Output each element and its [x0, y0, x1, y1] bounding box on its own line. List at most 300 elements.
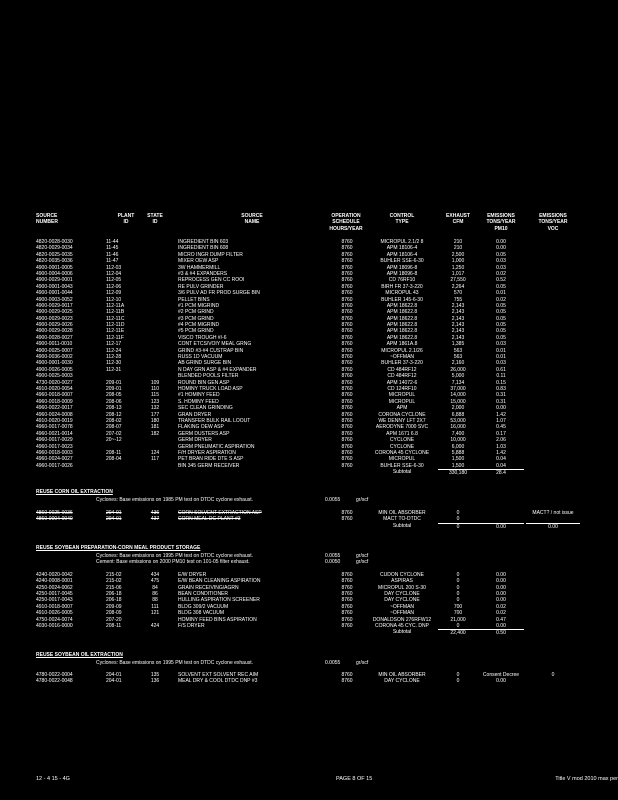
hours-per-year: 8760: [341, 424, 353, 431]
source-name: MEAL DRY & COOL DTDC DNP #3: [178, 678, 258, 685]
control-type: BUHLER SSE-6-30: [380, 258, 424, 265]
pm10-tpy: 0.00: [496, 622, 506, 629]
source-name: CORN SOLVENT EXTRACTION ASP: [178, 509, 262, 516]
state-id: 437: [150, 516, 160, 523]
hours-per-year: 8760: [341, 258, 353, 265]
source-name: GERM DRYER: [178, 437, 212, 444]
source-number: 4960-0018-0003: [36, 449, 73, 456]
source-number: 4910-0020-0019: [36, 417, 73, 424]
section-rows: [36, 572, 616, 630]
source-name: VISCO TROUGH #/-6: [178, 334, 227, 341]
source-name: RUSS 1D VACUUM: [178, 354, 223, 361]
hours-per-year: 8760: [341, 437, 353, 444]
header-hours: OPERATION SCHEDULE HOURS/YEAR: [329, 213, 363, 232]
control-type: CYCLONE: [389, 443, 415, 450]
exhaust-cfm: 210: [453, 245, 463, 252]
control-type: APM 14072-6: [386, 379, 418, 386]
control-type: APM 18096-8: [386, 264, 418, 271]
plant-id: 112-11B: [106, 309, 125, 316]
hours-per-year: 8760: [341, 578, 353, 585]
source-name: REPROCESS GEN CC ROOI: [178, 277, 245, 284]
source-name: BEAN CONDITIONER: [178, 590, 229, 597]
source-number: 4900-0036-0002: [36, 354, 73, 361]
control-type: CD 484RF12: [387, 373, 417, 380]
exhaust-cfm: 21,000: [450, 616, 466, 623]
pm10-tpy: 0.00: [496, 571, 506, 578]
plant-id: 215-06: [106, 584, 122, 591]
source-name: #3 PCM GRIND: [178, 315, 214, 322]
pm10-tpy: 0.83: [496, 385, 506, 392]
pm10-tpy: 0.02: [496, 270, 506, 277]
exhaust-cfm: 7,400: [451, 430, 465, 437]
source-number: 4750-0024-0074: [36, 616, 73, 623]
hours-per-year: 8760: [341, 590, 353, 597]
source-name: #2 PCM GRIND: [178, 309, 214, 316]
control-type: APM 18622.8: [386, 334, 418, 341]
plant-id: 208-11: [106, 449, 122, 456]
control-type: MICROPUL 2.1/2 8: [380, 239, 424, 245]
control-type: CYCLONE: [389, 437, 415, 444]
header-source: SOURCE NUMBER: [36, 213, 58, 226]
hours-per-year: 8760: [341, 597, 353, 604]
control-type: DAY CYCLONE: [384, 590, 420, 597]
section-title: REUSE SOYBEAN OIL EXTRACTION: [36, 651, 123, 658]
plant-id: 112-04: [106, 270, 122, 277]
note-text: Cement: Base emissions on 2000 PM10 test on 101-05 filter exhaust.: [96, 559, 250, 566]
plant-id: 112-11D: [106, 322, 125, 329]
source-number: 4960-0024-0027: [36, 456, 73, 463]
control-type: APM 1671 6.8: [386, 430, 418, 437]
hours-per-year: 8760: [341, 616, 353, 623]
plant-id: 11-47: [106, 258, 119, 265]
source-name: 3W HAMMERMILL: [178, 264, 221, 271]
source-number: 4900-0028-0027: [36, 334, 73, 341]
source-name: GERM DUSTERS ASP: [178, 430, 230, 437]
header-type: CONTROL TYPE: [389, 213, 415, 226]
control-type: ~OFFMAN: [389, 610, 415, 617]
hours-per-year: 8760: [341, 385, 353, 392]
hours-per-year: 8760: [341, 354, 353, 361]
source-number: 4900-0003-0052: [36, 296, 73, 303]
state-id: 111: [151, 603, 159, 610]
control-type: WE DENNY LFT 2X7: [378, 417, 426, 424]
source-number: 4900-0029-0028: [36, 328, 73, 335]
source-name: E/W BEAN CLEANING ASPIRATION: [178, 578, 261, 585]
source-number: 4960-0017-0078: [36, 424, 73, 431]
hours-per-year: 8760: [341, 347, 353, 354]
pm10-tpy: 0.02: [496, 603, 506, 610]
source-number: 4900-0025-0003: [36, 373, 73, 380]
plant-id: 208-09: [106, 610, 122, 617]
source-name: TRANSFER BULK RAIL LOOUT: [178, 417, 251, 424]
plant-id: 11-44: [106, 239, 119, 245]
hours-per-year: 8760: [341, 315, 353, 322]
plant-id: 112-10: [106, 296, 122, 303]
source-name: SEC CLEAN GRINDING: [178, 405, 233, 412]
plant-id: 206-18: [106, 597, 122, 604]
control-type: BUHLER 145-6-30: [381, 296, 423, 303]
pm10-tpy: 0.52: [496, 277, 506, 284]
control-type: APM 18096-8: [386, 270, 418, 277]
hours-per-year: 8760: [341, 360, 353, 367]
pm10-tpy: 0.45: [496, 424, 506, 431]
hours-per-year: 8760: [341, 456, 353, 463]
control-type: APM 18622.8: [386, 302, 418, 309]
plant-id: 207-20: [106, 616, 122, 623]
pm10-tpy: 0.05: [496, 322, 506, 329]
exhaust-cfm: 37,000: [450, 385, 466, 392]
pm10-tpy: 0.05: [496, 315, 506, 322]
voc-tpy: 0: [551, 672, 555, 679]
source-name: CONT ETCS/VOIY MEAL GRNG: [178, 341, 252, 348]
plant-id: 204-01: [106, 672, 122, 679]
source-number: 4820-0028-0030: [36, 239, 73, 245]
source-name: RE PULV GRINDER: [178, 283, 224, 290]
control-type: AERODYNE 7000 SVC: [375, 424, 429, 431]
control-type: MIN OIL ABSORBER: [378, 509, 426, 516]
plant-id: 112-17: [106, 341, 122, 348]
plant-id: 112-31: [106, 366, 122, 373]
hours-per-year: 8760: [341, 290, 353, 297]
plant-id: 209-01: [106, 385, 122, 392]
plant-id: 112-30: [106, 360, 122, 367]
source-number: 4820-0025-0035: [36, 251, 73, 258]
source-number: 4960-0024-0008: [36, 411, 73, 418]
source-number: 4780-0022-0048: [36, 678, 73, 685]
plant-id: 215-02: [106, 571, 122, 578]
control-type: CD 124RF10: [387, 385, 417, 392]
exhaust-cfm: 6,000: [451, 443, 465, 450]
pm10-tpy: Consent Decree: [482, 672, 520, 679]
exhaust-cfm: 7,134: [451, 379, 465, 386]
pm10-tpy: 0.05: [496, 283, 506, 290]
header-tpy: EMISSIONS TONS/YEAR PM10: [486, 213, 516, 232]
source-name: INGREDIENT BIN 603: [178, 239, 229, 245]
pm10-tpy: 0.00: [496, 245, 506, 252]
exhaust-cfm: 27,550: [450, 277, 466, 284]
pm10-tpy: 0.04: [496, 462, 506, 469]
source-name: #3 & #4 EXPANDERS: [178, 270, 228, 277]
hours-per-year: 8760: [341, 334, 353, 341]
pm10-tpy: 0.17: [496, 430, 506, 437]
note-unit: gr/scf: [356, 497, 369, 504]
note-value: 0.0050: [325, 559, 341, 566]
control-type: CORONA 45 CYC. DNP: [375, 622, 429, 629]
section-rows: [36, 672, 616, 685]
source-number: 4900-0011-0010: [36, 341, 73, 348]
plant-id: 204-01: [106, 516, 122, 523]
plant-id: 204-01: [106, 509, 122, 516]
source-name: GRIND #3-#4 CUSTRAP BIN: [178, 347, 244, 354]
control-type: BUHLER 37-3-220: [381, 360, 423, 367]
exhaust-cfm: 0: [456, 597, 460, 604]
subtotal-cfm: 0: [438, 523, 478, 530]
hours-per-year: 8760: [341, 462, 353, 469]
source-number: 4900-0029-0023: [36, 315, 73, 322]
exhaust-cfm: 15,000: [450, 398, 466, 405]
exhaust-cfm: 210: [453, 239, 463, 245]
control-type: CORONA CYCLONE: [378, 411, 426, 418]
source-number: 4900-0026-0005: [36, 366, 73, 373]
state-id: 132: [150, 405, 160, 412]
source-name: F/H DRYER ASPIRATION: [178, 449, 236, 456]
exhaust-cfm: 1,500: [451, 462, 465, 469]
exhaust-cfm: 0: [456, 622, 460, 629]
source-number: 4820-0035-0036: [36, 258, 73, 265]
source-name: GERM PNEUMATIC ASPIRATION: [178, 443, 255, 450]
hours-per-year: 8760: [341, 603, 353, 610]
exhaust-cfm: 16,000: [450, 424, 466, 431]
source-number: 4900-0029-0017: [36, 302, 73, 309]
plant-id: 20~-12: [106, 437, 122, 444]
hours-per-year: 8760: [341, 443, 353, 450]
source-number: 4820-0029-0034: [36, 245, 73, 252]
section-note: [36, 497, 616, 503]
pm10-tpy: 0.01: [496, 347, 506, 354]
plant-id: 208-04: [106, 456, 122, 463]
pm10-tpy: 0.04: [496, 456, 506, 463]
exhaust-cfm: 1,000: [451, 258, 465, 265]
control-type: DONALDSON 276RFW12: [372, 616, 432, 623]
exhaust-cfm: 700: [453, 610, 463, 617]
exhaust-cfm: 563: [453, 354, 463, 361]
state-id: 88: [152, 597, 158, 604]
plant-id: 208-07: [106, 424, 122, 431]
control-type: CD 484RF12: [387, 366, 417, 373]
control-type: APM 18622.8: [386, 328, 418, 335]
state-id: 475: [150, 578, 160, 585]
control-type: APM 1861A.8: [386, 341, 418, 348]
control-type: BUHLER SSE-6-30: [380, 462, 424, 469]
control-type: ~OFFMAN: [389, 354, 415, 361]
exhaust-cfm: 10,000: [450, 437, 466, 444]
exhaust-cfm: 2,264: [451, 283, 465, 290]
exhaust-cfm: 2,143: [451, 328, 465, 335]
plant-id: 112-24: [106, 347, 122, 354]
exhaust-cfm: 53,000: [450, 417, 466, 424]
control-type: CORONA 45 CYCLONE: [374, 449, 430, 456]
table-header: [36, 213, 616, 239]
control-type: MACT TO-DTDC: [383, 516, 421, 523]
main-rows: [36, 239, 616, 469]
subtotal-cfm: 22,400: [438, 629, 478, 636]
source-number: 4240-0020-0042: [36, 571, 73, 578]
pm10-tpy: 0.05: [496, 251, 506, 258]
section-title: REUSE CORN OIL EXTRACTION: [36, 489, 113, 496]
exhaust-cfm: 5,888: [451, 449, 465, 456]
pm10-tpy: 0.11: [496, 373, 506, 380]
pm10-tpy: 0.01: [496, 290, 506, 297]
exhaust-cfm: 2,143: [451, 322, 465, 329]
control-type: APM: [396, 405, 408, 412]
exhaust-cfm: 1,250: [451, 264, 465, 271]
source-number: 4250-0024-0062: [36, 584, 73, 591]
plant-id: 112-05: [106, 277, 122, 284]
plant-id: 208-05: [106, 392, 122, 399]
source-number: 4910-0020-0054: [36, 385, 73, 392]
pm10-tpy: 0.00: [496, 239, 506, 245]
note-unit: gr/scf: [356, 559, 369, 566]
hours-per-year: 8760: [341, 277, 353, 284]
source-number: 4860-0004-0040: [36, 516, 73, 523]
exhaust-cfm: 14,000: [450, 392, 466, 399]
source-number: 4960-0017-0023: [36, 443, 73, 450]
control-type: MICROPUL 2.1/26: [381, 347, 423, 354]
source-name: CORN MEAL DC PLANT #3: [178, 516, 241, 523]
source-name: AB GRIND SURGE BIN: [178, 360, 232, 367]
control-type: ~OFFMAN: [389, 603, 415, 610]
hours-per-year: 8760: [341, 328, 353, 335]
note-unit: gr/scf: [356, 553, 369, 560]
hours-per-year: 8760: [341, 411, 353, 418]
pm10-tpy: 1.42: [496, 411, 506, 418]
section-note: [36, 660, 616, 666]
exhaust-cfm: 2,143: [451, 302, 465, 309]
page-footer: [36, 776, 618, 784]
source-name: #1 PCM MIGRIND: [178, 302, 220, 309]
source-name: BLDG 308 VACUUM: [178, 610, 225, 617]
source-number: 4900-0029-0025: [36, 309, 73, 316]
hours-per-year: 8760: [341, 283, 353, 290]
header-voc: EMISSIONS TONS/YEAR VOC: [538, 213, 568, 232]
main-subtotal-row: [36, 469, 616, 475]
source-number: 4960-0018-0009: [36, 398, 73, 405]
source-number: 4730-0020-0027: [36, 379, 73, 386]
state-id: 109: [150, 379, 160, 386]
plant-id: 11-46: [106, 251, 119, 258]
exhaust-cfm: 2,143: [451, 309, 465, 316]
pm10-tpy: 0.01: [496, 354, 506, 361]
exhaust-cfm: 0: [456, 571, 460, 578]
source-number: 4960-0017-0029: [36, 437, 73, 444]
section-subtotal-row: [36, 523, 616, 529]
control-type: APM 18622.8: [386, 322, 418, 329]
state-id: 180: [150, 417, 160, 424]
exhaust-cfm: 26,000: [450, 366, 466, 373]
exhaust-cfm: 2,500: [451, 251, 465, 258]
hours-per-year: 8760: [341, 245, 353, 252]
header-cfm: EXHAUST CFM: [446, 213, 470, 226]
control-type: ASPIRAS: [391, 578, 413, 585]
pm10-tpy: 0.05: [496, 309, 506, 316]
pm10-tpy: 0.61: [496, 366, 506, 373]
exhaust-cfm: 2,000: [451, 405, 465, 412]
exhaust-cfm: 0: [456, 672, 460, 679]
exhaust-cfm: 6,888: [451, 411, 465, 418]
source-name: BLENDED POOLS FILTER: [178, 373, 239, 380]
pm10-tpy: 1.07: [496, 417, 506, 424]
source-name: HOMINY TRUCK LOAD ASP: [178, 385, 243, 392]
hours-per-year: 8760: [341, 417, 353, 424]
header-plant: PLANT ID: [117, 213, 135, 226]
state-id: 181: [150, 424, 160, 431]
source-number: 4900-0004-0006: [36, 270, 73, 277]
hours-per-year: 8760: [341, 392, 353, 399]
control-type: APM 18106-4: [386, 245, 418, 252]
pm10-tpy: 0.00: [496, 578, 506, 585]
section-note: [36, 559, 616, 565]
subtotal-label: Subtotal: [392, 629, 412, 636]
hours-per-year: 8760: [341, 309, 353, 316]
source-number: 4910-0018-0007: [36, 603, 73, 610]
pm10-tpy: 0.03: [496, 341, 506, 348]
source-name: S. HOMINY FEED: [178, 398, 219, 405]
state-id: 115: [151, 392, 159, 399]
plant-id: 112-11E: [106, 328, 125, 335]
source-number: 4780-0022-0004: [36, 672, 73, 679]
source-name: #5 PCM GRIND: [178, 328, 214, 335]
hours-per-year: 8760: [341, 302, 353, 309]
footer-left: 12 - 4 15 - 4G: [36, 776, 70, 782]
hours-per-year: 8760: [341, 430, 353, 437]
plant-id: 112-06: [106, 283, 122, 290]
plant-id: 208-06: [106, 398, 122, 405]
source-number: 4900-0029-0026: [36, 322, 73, 329]
state-id: 424: [150, 622, 160, 629]
pm10-tpy: 0.05: [496, 302, 506, 309]
source-number: 4250-0017-0043: [36, 597, 73, 604]
hours-per-year: 8760: [341, 571, 353, 578]
source-name: E/W DRYER: [178, 571, 207, 578]
source-name: #4 PCM MIGRIND: [178, 322, 220, 329]
hours-per-year: 8760: [341, 373, 353, 380]
hours-per-year: 8760: [341, 584, 353, 591]
control-type: MICROPUL: [388, 398, 416, 405]
source-name: ROUND BIN GEN ASP: [178, 379, 230, 386]
hours-per-year: 8760: [341, 610, 353, 617]
pm10-tpy: 0.03: [496, 264, 506, 271]
source-number: 4240-0008-0001: [36, 578, 73, 585]
hours-per-year: 8760: [341, 239, 353, 245]
exhaust-cfm: 570: [453, 290, 463, 297]
exhaust-cfm: 5,000: [451, 373, 465, 380]
source-number: 4900-0029-0001: [36, 277, 73, 284]
subtotal-label: Subtotal: [392, 469, 412, 476]
source-name: BIN 345 GERM RECEIVER: [178, 462, 240, 469]
exhaust-cfm: 700: [453, 603, 463, 610]
subtotal-voc: 0.00: [526, 523, 580, 530]
exhaust-cfm: 1,017: [451, 270, 465, 277]
source-number: 4900-0001-0043: [36, 283, 73, 290]
control-type: MICROPUL: [388, 392, 416, 399]
pm10-tpy: 0.05: [496, 334, 506, 341]
plant-id: 112-03: [106, 264, 122, 271]
control-type: APM 18106-4: [386, 251, 418, 258]
subtotal-tpy: 0.00: [478, 523, 524, 530]
hours-per-year: 8760: [341, 322, 353, 329]
table-row: [36, 678, 616, 684]
source-number: 4860-0025-0036: [36, 509, 73, 516]
hours-per-year: 8760: [341, 366, 353, 373]
subtotal-tpy: 28.4: [478, 469, 524, 476]
pm10-tpy: 0.15: [496, 379, 506, 386]
hours-per-year: 8760: [341, 341, 353, 348]
note-text: Cyclones: Base emissions on 1995 PM test on DTDC cyclone exhaust.: [96, 553, 254, 560]
note-value: 0.0055: [325, 553, 341, 560]
source-name: F/S DRYER: [178, 622, 205, 629]
source-name: PET BRAN RIDE DTE S ASP: [178, 456, 244, 463]
plant-id: 112-11C: [106, 315, 125, 322]
source-name: BLDG 309/2 VACUUM: [178, 603, 229, 610]
state-id: 86: [152, 590, 158, 597]
source-name: GRAN DRYER: [178, 411, 212, 418]
header-state: STATE ID: [147, 213, 163, 226]
exhaust-cfm: 755: [453, 296, 463, 303]
pm10-tpy: 0.31: [496, 398, 506, 405]
state-id: 117: [151, 456, 159, 463]
source-name: GRAIN RECEIVING/AGRN: [178, 584, 239, 591]
exhaust-cfm: 0: [456, 516, 460, 523]
